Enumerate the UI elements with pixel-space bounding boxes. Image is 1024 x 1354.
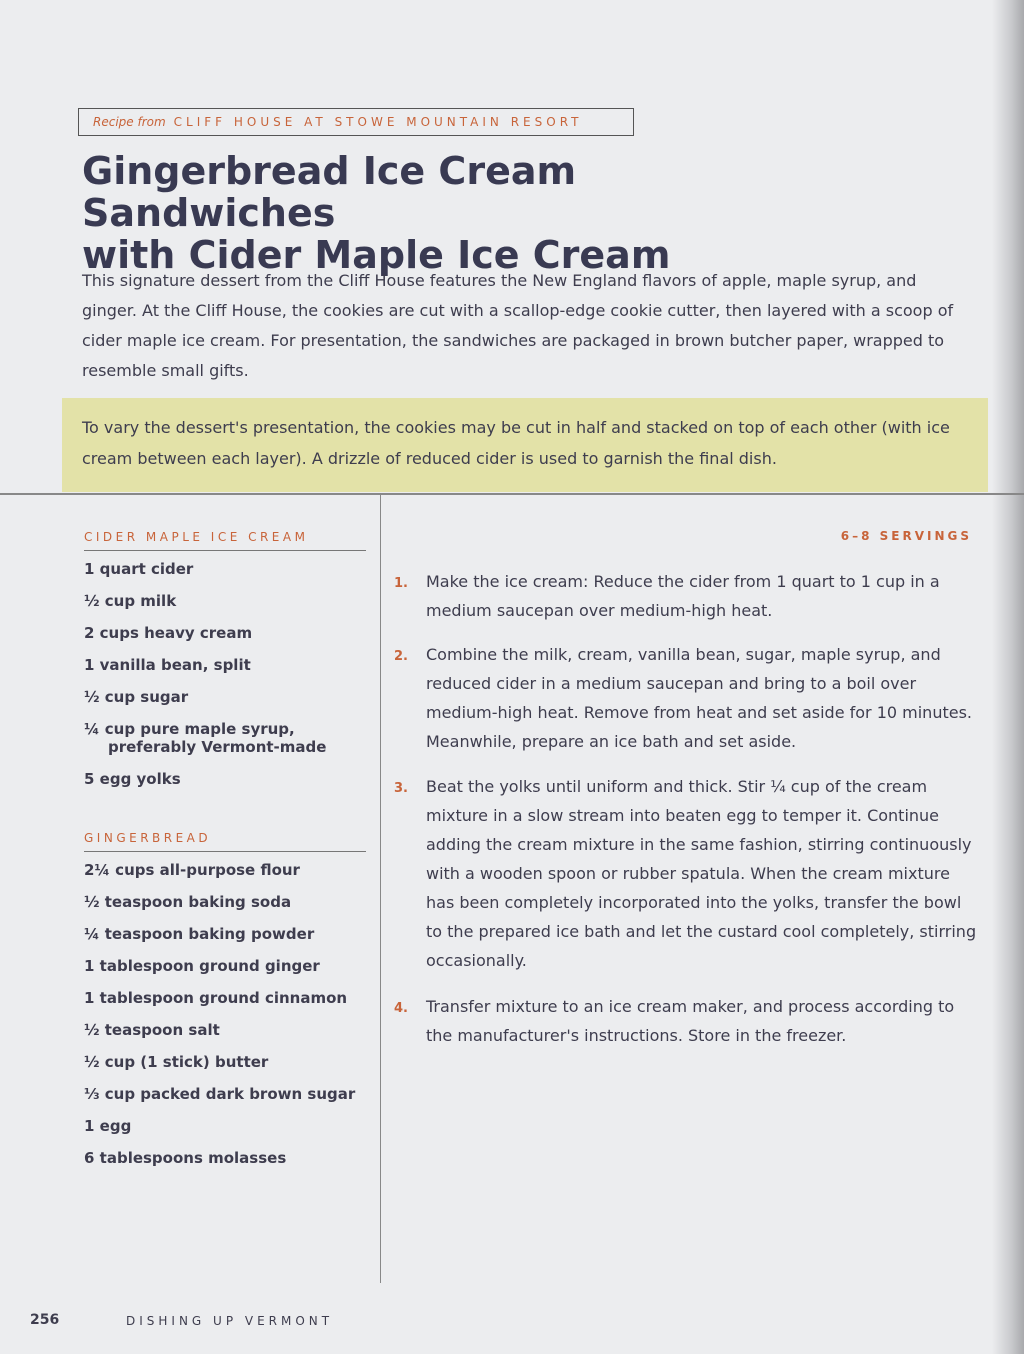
step-text: Make the ice cream: Reduce the cider from 1 quart to 1 cup in a medium saucepan over medium-high heat. — [426, 572, 940, 620]
step-text: Transfer mixture to an ice cream maker, and process according to the manufacturer's instructions. Store in the freezer. — [426, 997, 955, 1045]
ingredient-list-ice-cream — [84, 560, 374, 788]
intro-paragraph: This signature dessert from the Cliff House features the New England flavors of apple, maple syrup, and ginger. At the Cliff House, the cookies are cut with a scallop-edge cookie cutter, then layered with a scoop of cider maple ice cream. For presentation, the sandwiches are packaged in brown butcher paper, wrapped to resemble small gifts. — [82, 271, 954, 380]
ingredient-item: ¼ cup pure maple syrup, preferably Vermont-made — [84, 720, 327, 756]
column-divider — [380, 493, 381, 1283]
section-heading-gingerbread: GINGERBREAD — [84, 831, 366, 852]
step-number: 3. — [394, 781, 408, 796]
ingredient-item: 1 vanilla bean, split — [84, 656, 251, 674]
recipe-source-box — [78, 108, 634, 136]
page-number: 256 — [30, 1312, 60, 1328]
ingredient-item: 1 quart cider — [84, 560, 194, 578]
ingredient-item: ½ teaspoon baking soda — [84, 893, 292, 911]
step-text: Beat the yolks until uniform and thick. Stir ¼ cup of the cream mixture in a slow stream into beaten egg to temper it. Continue adding the cream mixture in the same fashion, stirring continuously with a wooden spoon or rubber spatula. When the cream mixture has been completely incorporated into the yolks, transfer the bowl to the prepared ice bath and let the custard cool completely, stirring occasionally. — [426, 777, 977, 970]
ingredient-item: ½ cup sugar — [84, 688, 189, 706]
ingredient-item: ½ cup milk — [84, 592, 177, 610]
ingredient-item: ½ cup (1 stick) butter — [84, 1053, 269, 1071]
ingredient-item: ½ teaspoon salt — [84, 1021, 220, 1039]
step-number: 2. — [394, 649, 408, 664]
ingredient-item: 6 tablespoons molasses — [84, 1149, 287, 1167]
book-title: DISHING UP VERMONT — [126, 1314, 334, 1328]
ingredient-item: ⅓ cup packed dark brown sugar — [84, 1085, 356, 1103]
page-edge-shadow — [992, 0, 1024, 1354]
servings-label: 6–8 SERVINGS — [840, 529, 972, 543]
tip-box: To vary the dessert's presentation, the cookies may be cut in half and stacked on top of each other (with ice cream between each layer). A drizzle of reduced cider is used to garnish the final dish. — [62, 398, 988, 492]
method-step — [394, 640, 979, 756]
ingredient-item: 1 tablespoon ground cinnamon — [84, 989, 348, 1007]
ingredient-list-gingerbread — [84, 861, 374, 1167]
method-step — [394, 772, 979, 975]
step-number: 4. — [394, 1001, 408, 1016]
ingredient-item: 2¼ cups all-purpose flour — [84, 861, 300, 879]
ingredient-item: 5 egg yolks — [84, 770, 181, 788]
recipe-title — [82, 150, 842, 276]
section-heading-ice-cream: CIDER MAPLE ICE CREAM — [84, 530, 366, 551]
method-step — [394, 567, 979, 625]
ingredient-item: 1 egg — [84, 1117, 132, 1135]
ingredient-item: 1 tablespoon ground ginger — [84, 957, 320, 975]
step-number: 1. — [394, 576, 408, 591]
title-line-2: with Cider Maple Ice Cream — [82, 233, 671, 277]
section-rule — [0, 493, 1024, 495]
ingredient-item: ¼ teaspoon baking powder — [84, 925, 315, 943]
source-name: CLIFF HOUSE AT STOWE MOUNTAIN RESORT — [173, 115, 583, 129]
step-text: Combine the milk, cream, vanilla bean, sugar, maple syrup, and reduced cider in a medium saucepan and bring to a boil over medium-high heat. Remove from heat and set aside for 10 minutes. Meanwhile, prepare an ice bath and set aside. — [426, 645, 972, 751]
source-prefix: Recipe from — [93, 115, 166, 129]
method-step — [394, 992, 979, 1050]
ingredient-item: 2 cups heavy cream — [84, 624, 253, 642]
title-line-1: Gingerbread Ice Cream Sandwiches — [82, 149, 577, 235]
